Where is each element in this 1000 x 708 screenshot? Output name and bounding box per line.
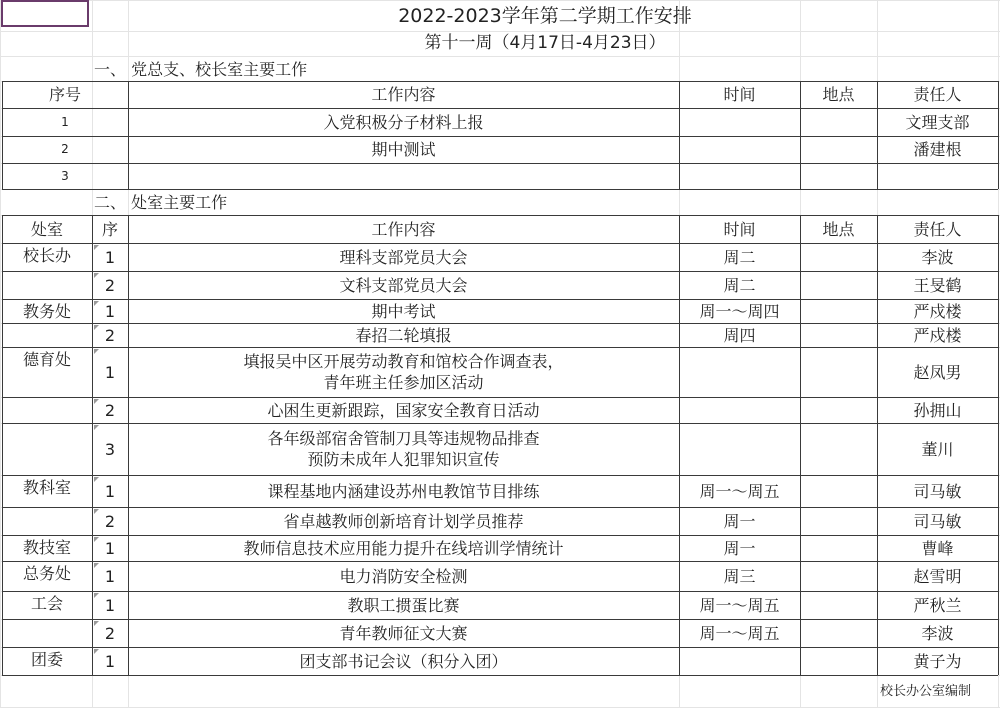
- table2-cell-content[interactable]: 教师信息技术应用能力提升在线培训学情统计: [243, 538, 564, 558]
- table2-cell-time[interactable]: 周一～周五: [699, 623, 780, 643]
- table1-cell-place[interactable]: [800, 163, 877, 189]
- table2-cell-dept[interactable]: [2, 397, 92, 423]
- table2-header-content: 工作内容: [371, 219, 436, 239]
- table2-cell-place[interactable]: [800, 591, 877, 619]
- table1-cell-content[interactable]: 期中测试: [371, 140, 436, 159]
- table2-cell-content[interactable]: 课程基地内涵建设苏州电教馆节目排练: [267, 481, 540, 501]
- table2-cell-person[interactable]: 严戍楼: [913, 301, 962, 321]
- table2-cell-place[interactable]: [800, 647, 877, 675]
- table2-cell-place[interactable]: [800, 397, 877, 423]
- cell-comment-marker: [94, 245, 99, 250]
- table2-cell-person[interactable]: 黄子为: [913, 651, 962, 671]
- table2-cell-place[interactable]: [800, 271, 877, 299]
- cell-comment-marker: [94, 425, 99, 430]
- cell-comment-marker: [94, 477, 99, 482]
- table2-cell-place[interactable]: [800, 347, 877, 397]
- table2-cell-content[interactable]: 填报吴中区开展劳动教育和馆校合作调查表， 青年班主任参加区活动: [243, 352, 564, 392]
- table2-cell-dept[interactable]: 教务处: [22, 302, 71, 321]
- table1-cell-no[interactable]: 3: [61, 168, 69, 183]
- table1-cell-person[interactable]: 文理支部: [905, 112, 970, 132]
- table2-cell-content[interactable]: 心困生更新跟踪，国家安全教育日活动: [267, 400, 540, 420]
- table2-header-time: 时间: [723, 219, 756, 239]
- table1-cell-no[interactable]: 2: [61, 142, 69, 156]
- table2-cell-no[interactable]: 1: [104, 538, 116, 558]
- table2-cell-dept[interactable]: [2, 423, 92, 475]
- table2-cell-place[interactable]: [800, 535, 877, 561]
- table2-cell-person[interactable]: 严戍楼: [913, 325, 962, 345]
- table2-cell-person[interactable]: 孙拥山: [913, 400, 962, 420]
- table2-cell-time[interactable]: 周一～周五: [699, 481, 780, 501]
- cell-comment-marker: [94, 537, 99, 542]
- cell-comment-marker: [94, 325, 99, 330]
- table2-header-dept: 处室: [30, 219, 63, 239]
- table2-cell-no[interactable]: 2: [104, 400, 116, 420]
- week-subtitle: 第十一周（4月17日-4月23日）: [424, 33, 666, 53]
- table1-header-place: 地点: [822, 85, 855, 104]
- table2-header-person: 责任人: [913, 219, 962, 239]
- table1-header-content: 工作内容: [371, 85, 436, 104]
- table2-cell-content[interactable]: 青年教师征文大赛: [339, 623, 468, 643]
- table1-border-vertical: [998, 81, 999, 189]
- table2-cell-content[interactable]: 文科支部党员大会: [339, 275, 468, 295]
- table1-cell-time[interactable]: [679, 108, 800, 136]
- cell-comment-marker: [94, 563, 99, 568]
- table2-cell-no[interactable]: 2: [104, 623, 116, 643]
- table1-cell-no[interactable]: 1: [61, 114, 69, 129]
- table2-cell-person[interactable]: 赵雪明: [913, 566, 962, 586]
- table2-cell-no[interactable]: 2: [104, 275, 116, 295]
- table2-cell-dept[interactable]: 总务处: [22, 564, 71, 583]
- table2-cell-content[interactable]: 理科支部党员大会: [339, 247, 468, 267]
- cell-comment-marker: [94, 649, 99, 654]
- table2-cell-person[interactable]: 赵凤男: [913, 362, 962, 382]
- table2-cell-dept[interactable]: 校长办: [22, 246, 71, 265]
- table2-cell-place[interactable]: [800, 323, 877, 347]
- table2-cell-time[interactable]: [679, 347, 800, 397]
- table2-cell-no[interactable]: 1: [104, 651, 116, 671]
- table2-cell-place[interactable]: [800, 423, 877, 475]
- table2-border-horizontal: [2, 675, 998, 676]
- table2-header-place: 地点: [822, 219, 855, 239]
- table2-cell-content[interactable]: 春招二轮填报: [355, 325, 452, 345]
- table2-cell-no[interactable]: 1: [104, 301, 116, 321]
- table2-cell-no[interactable]: 1: [104, 481, 116, 501]
- cell-comment-marker: [94, 399, 99, 404]
- table2-cell-dept[interactable]: [2, 271, 92, 299]
- selected-cell-a1[interactable]: [1, 0, 89, 27]
- cell-comment-marker: [94, 621, 99, 626]
- table2-cell-no[interactable]: 2: [104, 511, 116, 531]
- table1-cell-content[interactable]: 入党积极分子材料上报: [323, 112, 484, 132]
- table2-cell-person[interactable]: 司马敏: [913, 511, 962, 531]
- table1-cell-person[interactable]: [877, 163, 998, 189]
- table2-cell-time[interactable]: 周四: [723, 325, 756, 345]
- table2-cell-no[interactable]: 1: [104, 566, 116, 586]
- table2-cell-person[interactable]: 王旻鹤: [913, 275, 962, 295]
- table2-cell-time[interactable]: 周二: [723, 275, 756, 295]
- cell-comment-marker: [94, 593, 99, 598]
- cell-comment-marker: [94, 301, 99, 306]
- table2-cell-dept[interactable]: 德育处: [22, 350, 71, 369]
- table2-cell-place[interactable]: [800, 561, 877, 591]
- table2-cell-dept[interactable]: 团委: [30, 650, 63, 669]
- table2-cell-dept[interactable]: 教科室: [22, 478, 71, 497]
- section2-heading: 二、 处室主要工作: [94, 193, 228, 212]
- table2-cell-person[interactable]: 曹峰: [921, 538, 954, 558]
- table2-cell-person[interactable]: 董川: [921, 439, 954, 459]
- table1-header-time: 时间: [723, 85, 756, 104]
- table2-cell-content[interactable]: 团支部书记会议（积分入团）: [299, 651, 508, 671]
- table1-header-no: 序号: [48, 85, 81, 104]
- table2-cell-time[interactable]: 周一～周四: [699, 301, 780, 321]
- table2-cell-time[interactable]: [679, 647, 800, 675]
- table2-border-vertical: [998, 215, 999, 675]
- table2-cell-time[interactable]: 周一～周五: [699, 595, 780, 615]
- table2-cell-dept[interactable]: [2, 323, 92, 347]
- table2-cell-content[interactable]: 期中考试: [371, 301, 436, 321]
- table2-cell-place[interactable]: [800, 243, 877, 271]
- page-title: 2022-2023学年第二学期工作安排: [398, 4, 692, 27]
- table2-cell-no[interactable]: 1: [104, 247, 116, 267]
- table2-cell-dept[interactable]: [2, 507, 92, 535]
- table2-cell-place[interactable]: [800, 475, 877, 507]
- table2-cell-time[interactable]: 周一: [723, 511, 756, 531]
- table2-cell-no[interactable]: 3: [104, 439, 116, 459]
- cell-comment-marker: [94, 349, 99, 354]
- table2-cell-dept[interactable]: [2, 619, 92, 647]
- table1-border-horizontal: [2, 189, 998, 190]
- table1-cell-time[interactable]: [679, 163, 800, 189]
- cell-comment-marker: [94, 509, 99, 514]
- table2-cell-time[interactable]: [679, 397, 800, 423]
- table2-cell-person[interactable]: 司马敏: [913, 481, 962, 501]
- table2-cell-dept[interactable]: 工会: [30, 594, 63, 613]
- table2-cell-place[interactable]: [800, 507, 877, 535]
- table2-cell-no[interactable]: 1: [104, 362, 116, 382]
- table2-header-no: 序: [101, 219, 118, 239]
- table2-cell-time[interactable]: 周一: [723, 538, 756, 558]
- table2-cell-person[interactable]: 李波: [921, 247, 954, 267]
- table2-cell-person[interactable]: 李波: [921, 623, 954, 643]
- cell-comment-marker: [94, 273, 99, 278]
- table2-cell-dept[interactable]: 教技室: [22, 538, 71, 557]
- table2-cell-content[interactable]: 各年级部宿舍管制刀具等违规物品排查 预防未成年人犯罪知识宣传: [267, 429, 540, 469]
- table2-cell-place[interactable]: [800, 299, 877, 323]
- table2-cell-time[interactable]: 周三: [723, 566, 756, 586]
- table1-cell-time[interactable]: [679, 136, 800, 163]
- table2-cell-place[interactable]: [800, 619, 877, 647]
- table2-cell-content[interactable]: 教职工掼蛋比赛: [347, 595, 460, 615]
- table1-header-person: 责任人: [913, 85, 962, 104]
- gridline-vertical: [0, 0, 1, 707]
- table2-cell-no[interactable]: 2: [104, 325, 116, 345]
- table1-cell-person[interactable]: 潘建根: [913, 140, 962, 159]
- table2-cell-person[interactable]: 严秋兰: [913, 595, 962, 615]
- table2-cell-no[interactable]: 1: [104, 595, 116, 615]
- table2-cell-time[interactable]: 周二: [723, 247, 756, 267]
- table1-cell-place[interactable]: [800, 108, 877, 136]
- section1-heading: 一、 党总支、校长室主要工作: [94, 59, 308, 79]
- table1-cell-content[interactable]: [128, 163, 679, 189]
- footer-note: 校长办公室编制: [880, 684, 972, 699]
- table1-cell-place[interactable]: [800, 136, 877, 163]
- table2-cell-time[interactable]: [679, 423, 800, 475]
- table2-cell-content[interactable]: 电力消防安全检测: [339, 566, 468, 586]
- table2-cell-content[interactable]: 省卓越教师创新培育计划学员推荐: [283, 511, 524, 531]
